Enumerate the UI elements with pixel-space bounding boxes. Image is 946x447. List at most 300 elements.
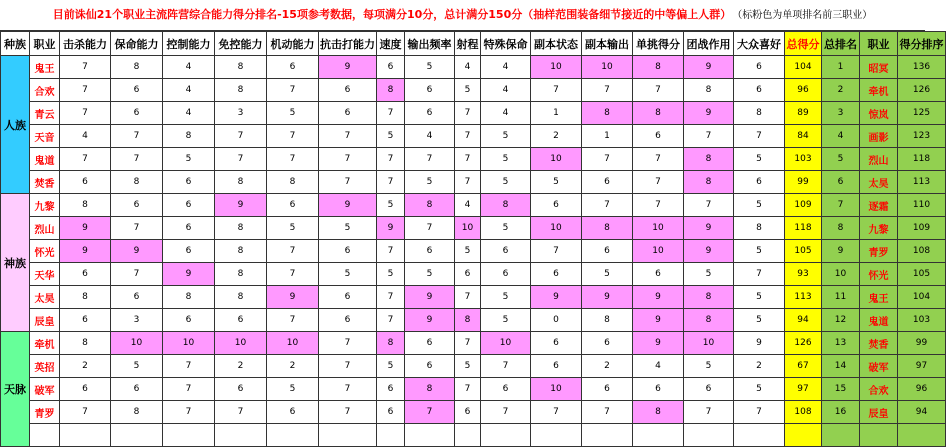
score-cell: 2 — [531, 125, 582, 148]
table-row — [1, 286, 946, 309]
score-cell: 7 — [267, 79, 319, 102]
total-rank: 13 — [822, 332, 860, 355]
sorted-score: 113 — [898, 171, 946, 194]
ranked-job: 牵机 — [860, 79, 898, 102]
ranked-job: 鬼道 — [860, 309, 898, 332]
score-cell: 6 — [405, 102, 455, 125]
sorted-score: 118 — [898, 148, 946, 171]
ranked-job: 逐霜 — [860, 194, 898, 217]
score-cell: 5 — [163, 148, 215, 171]
score-cell: 10 — [215, 332, 267, 355]
score-cell: 7 — [377, 171, 405, 194]
ranked-job: 鬼王 — [860, 286, 898, 309]
score-cell: 7 — [405, 148, 455, 171]
score-cell: 6 — [582, 378, 633, 401]
job-name: 鬼王 — [30, 56, 60, 79]
score-cell: 5 — [405, 56, 455, 79]
score-cell: 7 — [377, 102, 405, 125]
table-row — [1, 309, 946, 332]
score-cell: 6 — [111, 286, 163, 309]
total-rank: 8 — [822, 217, 860, 240]
score-cell: 2 — [734, 355, 785, 378]
header-row — [1, 32, 946, 56]
column-header: 输出频率 — [405, 32, 455, 56]
job-name: 天华 — [30, 263, 60, 286]
total-score: 118 — [785, 217, 822, 240]
score-cell: 7 — [531, 79, 582, 102]
column-header: 单挑得分 — [633, 32, 684, 56]
score-cell: 10 — [531, 378, 582, 401]
score-cell: 5 — [267, 378, 319, 401]
table-row — [1, 148, 946, 171]
score-cell: 5 — [734, 148, 785, 171]
column-header: 总排名 — [822, 32, 860, 56]
score-cell: 5 — [405, 171, 455, 194]
score-cell: 6 — [633, 125, 684, 148]
score-cell: 7 — [684, 194, 734, 217]
score-cell: 7 — [582, 401, 633, 424]
score-cell: 7 — [267, 309, 319, 332]
score-cell: 6 — [319, 309, 377, 332]
score-cell: 6 — [633, 263, 684, 286]
score-cell: 5 — [481, 286, 531, 309]
score-cell: 9 — [163, 263, 215, 286]
score-cell: 9 — [684, 56, 734, 79]
score-cell: 5 — [734, 378, 785, 401]
total-rank: 16 — [822, 401, 860, 424]
total-rank: 10 — [822, 263, 860, 286]
total-rank: 14 — [822, 355, 860, 378]
score-cell: 7 — [684, 125, 734, 148]
score-cell: 6 — [481, 263, 531, 286]
score-cell: 6 — [734, 171, 785, 194]
score-cell: 5 — [684, 263, 734, 286]
score-cell: 9 — [684, 102, 734, 125]
score-cell: 5 — [111, 355, 163, 378]
score-cell: 8 — [455, 309, 481, 332]
score-cell: 5 — [481, 125, 531, 148]
score-cell — [481, 424, 531, 447]
score-cell: 7 — [531, 240, 582, 263]
sheet-title — [0, 0, 925, 31]
column-header: 射程 — [455, 32, 481, 56]
score-cell: 6 — [455, 401, 481, 424]
score-cell: 6 — [215, 309, 267, 332]
total-rank: 12 — [822, 309, 860, 332]
score-cell: 7 — [405, 401, 455, 424]
score-cell: 4 — [455, 56, 481, 79]
score-cell — [319, 424, 377, 447]
title-main: 目前诛仙21个职业主流阵营综合能力得分排名 — [52, 8, 278, 21]
total-rank: 1 — [822, 56, 860, 79]
total-score: 67 — [785, 355, 822, 378]
job-name: 天音 — [30, 125, 60, 148]
score-cell: 5 — [455, 79, 481, 102]
score-cell: 6 — [531, 194, 582, 217]
score-cell: 10 — [531, 148, 582, 171]
job-name: 青云 — [30, 102, 60, 125]
score-cell: 6 — [163, 240, 215, 263]
column-header: 职业 — [30, 32, 60, 56]
score-cell: 4 — [163, 79, 215, 102]
score-cell: 7 — [481, 355, 531, 378]
score-cell: 10 — [633, 240, 684, 263]
sorted-score: 94 — [898, 401, 946, 424]
ranked-job: 怀光 — [860, 263, 898, 286]
score-cell: 4 — [455, 194, 481, 217]
total-rank: 2 — [822, 79, 860, 102]
score-cell: 6 — [582, 240, 633, 263]
score-cell: 9 — [633, 309, 684, 332]
table-row — [1, 424, 946, 447]
score-cell: 5 — [481, 309, 531, 332]
table-row — [1, 56, 946, 79]
score-cell: 6 — [111, 194, 163, 217]
score-cell — [215, 424, 267, 447]
score-cell: 8 — [582, 217, 633, 240]
total-score: 93 — [785, 263, 822, 286]
score-cell: 10 — [163, 332, 215, 355]
score-cell: 6 — [267, 56, 319, 79]
score-cell: 2 — [267, 355, 319, 378]
score-cell: 5 — [377, 125, 405, 148]
sorted-score: 105 — [898, 263, 946, 286]
score-cell: 8 — [215, 171, 267, 194]
ranked-job: 辰皇 — [860, 401, 898, 424]
score-cell — [405, 424, 455, 447]
score-cell: 9 — [377, 217, 405, 240]
score-cell: 7 — [111, 148, 163, 171]
sorted-score: 110 — [898, 194, 946, 217]
column-header: 种族 — [1, 32, 30, 56]
score-cell: 8 — [582, 102, 633, 125]
score-cell: 7 — [215, 148, 267, 171]
score-cell: 4 — [481, 56, 531, 79]
score-cell: 4 — [163, 56, 215, 79]
ranked-job: 焚香 — [860, 332, 898, 355]
score-cell — [111, 424, 163, 447]
race-cell: 人族 — [1, 56, 30, 194]
score-cell: 7 — [582, 148, 633, 171]
score-cell: 5 — [377, 263, 405, 286]
score-table — [0, 31, 946, 447]
score-cell — [377, 424, 405, 447]
score-cell: 9 — [60, 240, 111, 263]
score-cell: 8 — [405, 194, 455, 217]
table-row — [1, 194, 946, 217]
score-cell: 10 — [684, 332, 734, 355]
sorted-score: 109 — [898, 217, 946, 240]
column-header: 特殊保命 — [481, 32, 531, 56]
total-score: 126 — [785, 332, 822, 355]
job-name: 怀光 — [30, 240, 60, 263]
score-cell: 8 — [111, 401, 163, 424]
job-name: 焚香 — [30, 171, 60, 194]
table-row — [1, 217, 946, 240]
total-score: 103 — [785, 148, 822, 171]
score-cell: 7 — [377, 148, 405, 171]
table-row — [1, 125, 946, 148]
score-cell: 5 — [455, 240, 481, 263]
score-cell — [633, 424, 684, 447]
score-cell: 6 — [319, 79, 377, 102]
score-cell: 9 — [684, 240, 734, 263]
score-cell: 6 — [531, 263, 582, 286]
score-cell — [582, 424, 633, 447]
total-score: 108 — [785, 401, 822, 424]
score-cell: 2 — [582, 355, 633, 378]
total-rank — [822, 424, 860, 447]
score-cell: 6 — [163, 171, 215, 194]
score-cell — [60, 424, 111, 447]
score-cell: 8 — [684, 148, 734, 171]
job-name: 辰皇 — [30, 309, 60, 332]
score-cell: 8 — [684, 286, 734, 309]
score-cell: 10 — [582, 56, 633, 79]
sorted-score: 125 — [898, 102, 946, 125]
score-cell: 6 — [582, 332, 633, 355]
score-cell: 3 — [111, 309, 163, 332]
score-cell: 1 — [531, 102, 582, 125]
score-cell — [684, 424, 734, 447]
score-cell: 4 — [481, 102, 531, 125]
score-cell: 8 — [215, 240, 267, 263]
score-cell: 9 — [633, 286, 684, 309]
total-score: 99 — [785, 171, 822, 194]
table-row — [1, 332, 946, 355]
score-cell: 7 — [734, 125, 785, 148]
score-cell: 1 — [582, 125, 633, 148]
score-cell: 7 — [377, 286, 405, 309]
score-cell: 7 — [633, 79, 684, 102]
score-cell: 6 — [405, 79, 455, 102]
score-cell: 7 — [267, 148, 319, 171]
ranked-job: 九黎 — [860, 217, 898, 240]
score-cell: 7 — [455, 286, 481, 309]
score-cell: 6 — [582, 171, 633, 194]
score-cell: 4 — [163, 102, 215, 125]
total-score: 89 — [785, 102, 822, 125]
score-cell: 7 — [455, 125, 481, 148]
score-cell: 7 — [455, 148, 481, 171]
sorted-score: 126 — [898, 79, 946, 102]
total-score: 84 — [785, 125, 822, 148]
score-cell: 7 — [684, 401, 734, 424]
score-cell: 2 — [60, 355, 111, 378]
sorted-score: 99 — [898, 332, 946, 355]
score-cell: 8 — [684, 309, 734, 332]
total-rank: 6 — [822, 171, 860, 194]
score-cell: 6 — [111, 378, 163, 401]
table-row — [1, 79, 946, 102]
score-cell: 9 — [531, 286, 582, 309]
score-cell: 6 — [267, 194, 319, 217]
column-header: 控制能力 — [163, 32, 215, 56]
ranked-job: 合欢 — [860, 378, 898, 401]
score-cell — [455, 424, 481, 447]
score-cell: 8 — [405, 378, 455, 401]
score-cell: 6 — [163, 217, 215, 240]
score-cell: 7 — [111, 125, 163, 148]
score-cell: 9 — [633, 332, 684, 355]
score-cell: 8 — [633, 102, 684, 125]
score-cell: 7 — [455, 332, 481, 355]
score-cell: 5 — [481, 148, 531, 171]
score-cell: 6 — [734, 56, 785, 79]
score-cell: 7 — [163, 378, 215, 401]
score-cell: 8 — [377, 332, 405, 355]
job-name: 牵机 — [30, 332, 60, 355]
total-score: 109 — [785, 194, 822, 217]
ranked-job: 惊岚 — [860, 102, 898, 125]
score-cell: 5 — [481, 171, 531, 194]
score-cell: 6 — [319, 240, 377, 263]
job-name: 青罗 — [30, 401, 60, 424]
score-cell: 9 — [319, 194, 377, 217]
column-header: 速度 — [377, 32, 405, 56]
score-cell: 8 — [684, 79, 734, 102]
score-cell: 7 — [633, 194, 684, 217]
score-cell: 5 — [734, 309, 785, 332]
total-score: 105 — [785, 240, 822, 263]
score-cell: 9 — [684, 217, 734, 240]
score-cell: 9 — [267, 286, 319, 309]
title-detail: -15项参考数据，每项满分10分，总计满分150分（抽样范围装备细节接近的中等偏上人群） — [277, 8, 732, 21]
score-cell: 8 — [633, 56, 684, 79]
score-cell: 7 — [582, 79, 633, 102]
score-cell: 8 — [111, 56, 163, 79]
column-header: 机动能力 — [267, 32, 319, 56]
score-cell: 7 — [405, 217, 455, 240]
race-cell: 天脉 — [1, 332, 30, 447]
score-cell: 6 — [531, 355, 582, 378]
score-cell: 5 — [582, 263, 633, 286]
score-cell: 5 — [734, 194, 785, 217]
score-cell: 5 — [531, 171, 582, 194]
score-cell: 8 — [734, 102, 785, 125]
sorted-score: 136 — [898, 56, 946, 79]
score-cell: 7 — [267, 263, 319, 286]
score-cell: 6 — [377, 56, 405, 79]
sorted-score: 103 — [898, 309, 946, 332]
score-cell: 8 — [60, 286, 111, 309]
job-name: 英招 — [30, 355, 60, 378]
table-row — [1, 263, 946, 286]
table-row — [1, 401, 946, 424]
score-cell: 7 — [455, 378, 481, 401]
score-cell: 8 — [60, 332, 111, 355]
score-cell — [163, 424, 215, 447]
score-cell: 7 — [267, 125, 319, 148]
score-cell: 7 — [319, 171, 377, 194]
score-cell: 7 — [582, 194, 633, 217]
score-cell: 6 — [734, 79, 785, 102]
score-cell: 6 — [455, 263, 481, 286]
score-cell: 9 — [215, 194, 267, 217]
sorted-score: 104 — [898, 286, 946, 309]
score-cell: 6 — [60, 378, 111, 401]
score-cell: 6 — [405, 355, 455, 378]
score-cell: 7 — [215, 401, 267, 424]
score-cell: 6 — [111, 79, 163, 102]
score-cell: 7 — [60, 102, 111, 125]
total-rank: 4 — [822, 125, 860, 148]
score-cell: 10 — [531, 217, 582, 240]
score-cell: 9 — [319, 56, 377, 79]
job-name: 鬼道 — [30, 148, 60, 171]
score-cell: 8 — [215, 56, 267, 79]
score-cell: 4 — [633, 355, 684, 378]
score-cell: 5 — [319, 263, 377, 286]
job-name: 合欢 — [30, 79, 60, 102]
table-row — [1, 355, 946, 378]
score-cell: 6 — [684, 378, 734, 401]
score-cell: 8 — [60, 194, 111, 217]
score-cell: 7 — [734, 263, 785, 286]
score-cell: 8 — [267, 171, 319, 194]
table-body — [1, 56, 946, 447]
score-cell: 10 — [531, 56, 582, 79]
score-cell: 8 — [163, 286, 215, 309]
ranked-job: 青罗 — [860, 240, 898, 263]
total-score — [785, 424, 822, 447]
score-cell: 6 — [163, 309, 215, 332]
column-header: 击杀能力 — [60, 32, 111, 56]
score-cell: 9 — [405, 286, 455, 309]
score-cell: 6 — [163, 194, 215, 217]
score-cell: 6 — [60, 309, 111, 332]
score-cell: 6 — [531, 332, 582, 355]
table-row — [1, 240, 946, 263]
score-cell: 10 — [481, 332, 531, 355]
score-cell: 7 — [60, 79, 111, 102]
score-cell: 5 — [267, 102, 319, 125]
total-rank: 9 — [822, 240, 860, 263]
total-score: 94 — [785, 309, 822, 332]
score-cell: 6 — [60, 263, 111, 286]
column-header: 团战作用 — [684, 32, 734, 56]
score-cell: 4 — [405, 125, 455, 148]
score-cell: 5 — [377, 355, 405, 378]
score-cell: 4 — [60, 125, 111, 148]
score-cell: 2 — [215, 355, 267, 378]
score-cell: 10 — [455, 217, 481, 240]
score-cell: 5 — [734, 240, 785, 263]
job-name: 九黎 — [30, 194, 60, 217]
sorted-score: 108 — [898, 240, 946, 263]
column-header: 保命能力 — [111, 32, 163, 56]
column-header: 副本输出 — [582, 32, 633, 56]
score-cell: 7 — [215, 125, 267, 148]
score-cell: 7 — [531, 401, 582, 424]
score-cell: 9 — [111, 240, 163, 263]
score-cell: 8 — [684, 171, 734, 194]
score-cell: 7 — [377, 240, 405, 263]
score-cell: 8 — [215, 217, 267, 240]
score-cell: 6 — [215, 378, 267, 401]
column-header: 总得分 — [785, 32, 822, 56]
ranked-job: 破军 — [860, 355, 898, 378]
total-rank: 11 — [822, 286, 860, 309]
score-cell: 8 — [377, 79, 405, 102]
score-cell: 6 — [111, 102, 163, 125]
score-cell: 5 — [455, 355, 481, 378]
score-cell: 8 — [481, 194, 531, 217]
score-cell: 6 — [377, 401, 405, 424]
job-name: 烈山 — [30, 217, 60, 240]
score-cell — [531, 424, 582, 447]
score-cell: 7 — [319, 401, 377, 424]
